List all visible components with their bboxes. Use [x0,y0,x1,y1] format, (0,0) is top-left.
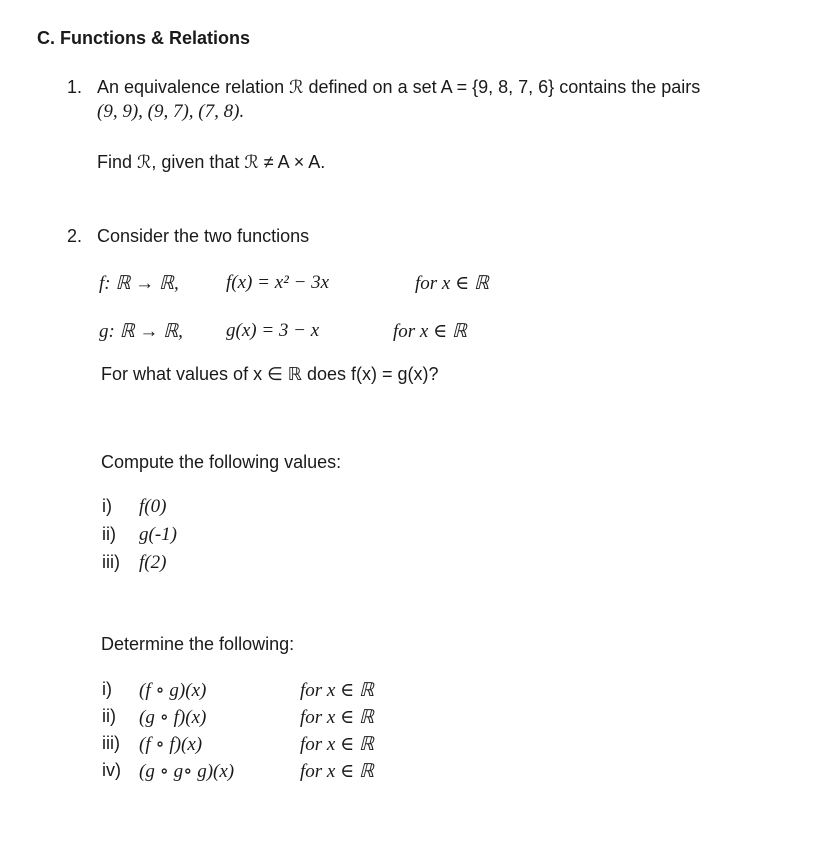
section-title: C. Functions & Relations [37,28,251,48]
q1-find: Find ℛ, given that ℛ ≠ A × A. [97,152,326,172]
g-domain: for x ∈ ℝ [393,321,467,342]
determine-item-3-domain: for x ∈ ℝ [300,734,374,755]
q2-number: 2. [67,226,83,246]
determine-heading: Determine the following: [101,634,295,654]
q1-pairs: (9, 9), (9, 7), (7, 8). [97,101,245,122]
compute-item-2-expr: g(-1) [139,524,177,545]
q2-question: For what values of x ∈ ℝ does f(x) = g(x)? [101,364,439,384]
g-rule: g(x) = 3 − x [226,320,320,341]
determine-item-1-expr: (f ∘ g)(x) [139,680,207,701]
determine-item-1-label: i) [102,679,112,699]
determine-item-2-expr: (g ∘ f)(x) [139,707,207,728]
compute-item-3-expr: f(2) [139,552,167,573]
determine-item-4-domain: for x ∈ ℝ [300,761,374,782]
determine-item-2-domain: for x ∈ ℝ [300,707,374,728]
compute-item-1-expr: f(0) [139,496,167,517]
determine-item-2-label: ii) [102,706,116,726]
q2-intro: Consider the two functions [97,226,310,246]
determine-item-3-expr: (f ∘ f)(x) [139,734,203,755]
determine-item-4-label: iv) [102,760,121,780]
g-definition: g: ℝ → ℝ, [99,321,183,342]
q1-text-line1: An equivalence relation ℛ defined on a set A = {9, 8, 7, 6} contains the pairs [97,77,701,97]
f-rule: f(x) = x² − 3x [226,272,330,293]
determine-item-1-domain: for x ∈ ℝ [300,680,374,701]
f-definition: f: ℝ → ℝ, [99,273,179,294]
determine-item-4-expr: (g ∘ g∘ g)(x) [139,761,235,782]
compute-item-3-label: iii) [102,552,120,572]
compute-heading: Compute the following values: [101,452,342,472]
compute-item-1-label: i) [102,496,112,516]
determine-item-3-label: iii) [102,733,120,753]
q1-number: 1. [67,77,83,97]
f-domain: for x ∈ ℝ [415,273,489,294]
compute-item-2-label: ii) [102,524,116,544]
